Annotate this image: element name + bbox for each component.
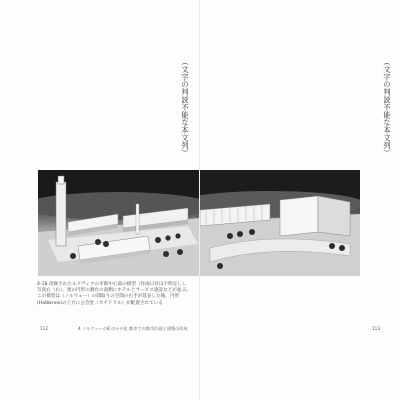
model-photo-right-art [200,170,360,276]
right-folio-number: 113 [372,326,380,331]
photo-caption: 4-18 改修されたルドヴィクの市街中心部の模型（作成日付は不明なし）。写真右（右）、奥の円形の舞台の南側にホテルとサービス施設などが並ぶ。この模型は（ノルウェー）の間取りの空間の右手が延長した後、円形(Halbkreis)の上方に公会堂（カテドラル）が配置されている [37,282,191,306]
left-architectural-model-photo [38,170,200,276]
running-head: 4 ノルウェーの町のナチ化 都市での都市計画と建築の形成 [78,326,188,331]
right-body-text: （文字の判読不能な本文列） [383,58,392,157]
right-architectural-model-photo [200,170,360,276]
left-folio-number: 112 [40,326,48,331]
model-photo-left-art [38,170,200,276]
left-body-text: （文字の判読不能な本文列） [181,58,190,157]
right-page [200,0,400,400]
